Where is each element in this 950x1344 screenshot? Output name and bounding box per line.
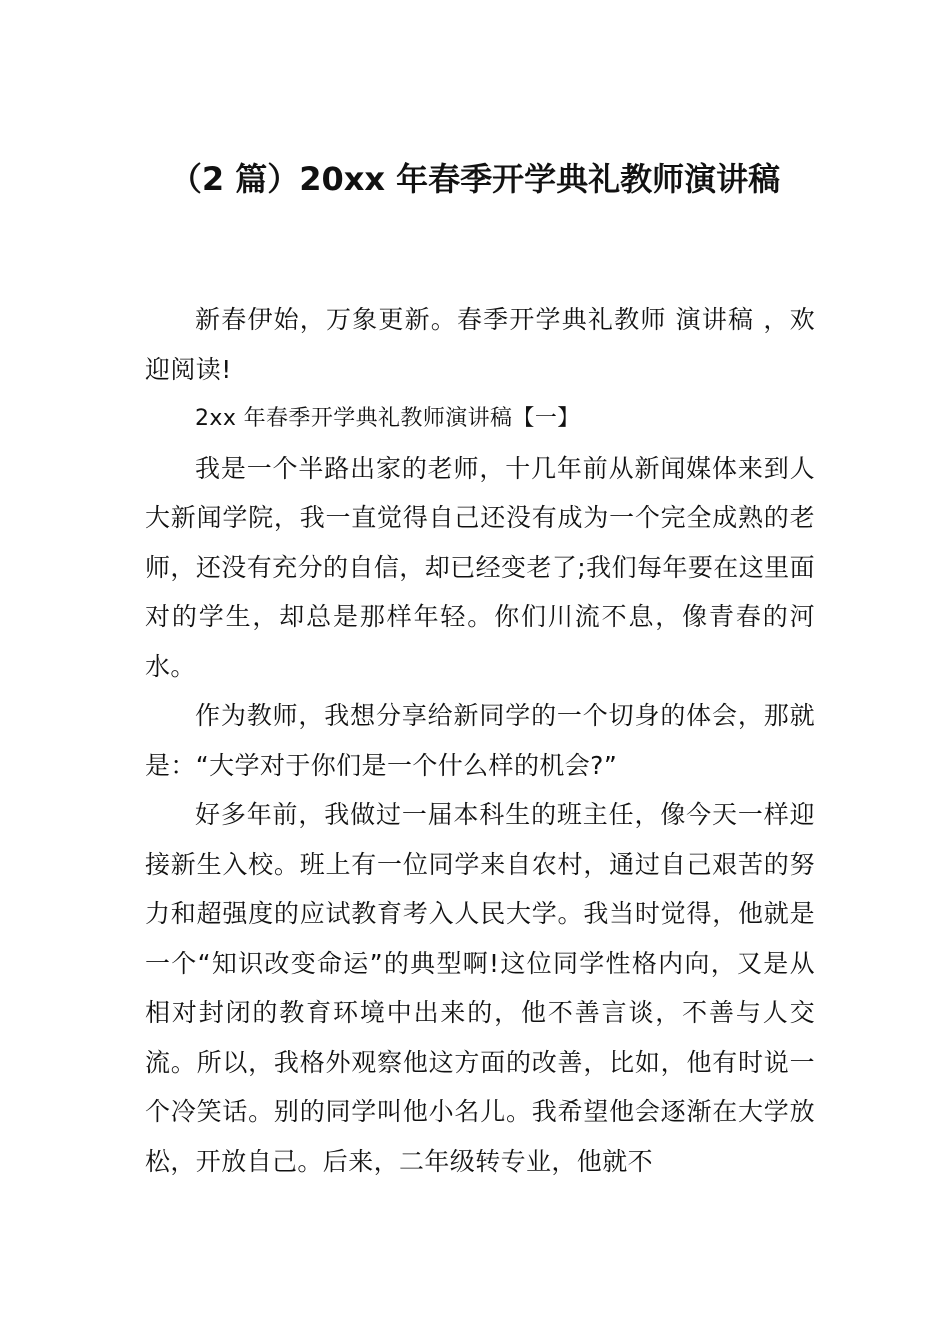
paragraph-subheading: 2xx 年春季开学典礼教师演讲稿【一】 <box>195 406 580 431</box>
paragraph-2: 作为教师，我想分享给新同学的一个切身的体会，那就是：“大学对于你们是一个什么样的机会?” <box>145 701 815 780</box>
document-title: （2 篇）20xx 年春季开学典礼教师演讲稿 <box>169 160 781 198</box>
paragraph-3: 好多年前，我做过一届本科生的班主任，像今天一样迎接新生入校。班上有一位同学来自农村，通过自己艰苦的努力和超强度的应试教育考入人民大学。我当时觉得，他就是一个“知识改变命运”的典型啊!这位同学性格内向，又是从相对封闭的教育环境中出来的，他不善言谈，不善与人交流。所以，我格外观察他这方面的改善，比如，他有时说一个冷笑话。别的同学叫他小名儿。我希望他会逐渐在大学放松，开放自己。后来，二年级转专业，他就不 <box>145 800 815 1176</box>
paragraph-1: 我是一个半路出家的老师，十几年前从新闻媒体来到人大新闻学院，我一直觉得自己还没有成为一个完全成熟的老师，还没有充分的自信，却已经变老了;我们每年要在这里面对的学生，却总是那样年轻。你们川流不息，像青春的河水。 <box>145 453 815 681</box>
paragraph-intro: 新春伊始，万象更新。春季开学典礼教师 演讲稿 ，欢迎阅读! <box>145 305 815 384</box>
document-body <box>145 295 815 1186</box>
